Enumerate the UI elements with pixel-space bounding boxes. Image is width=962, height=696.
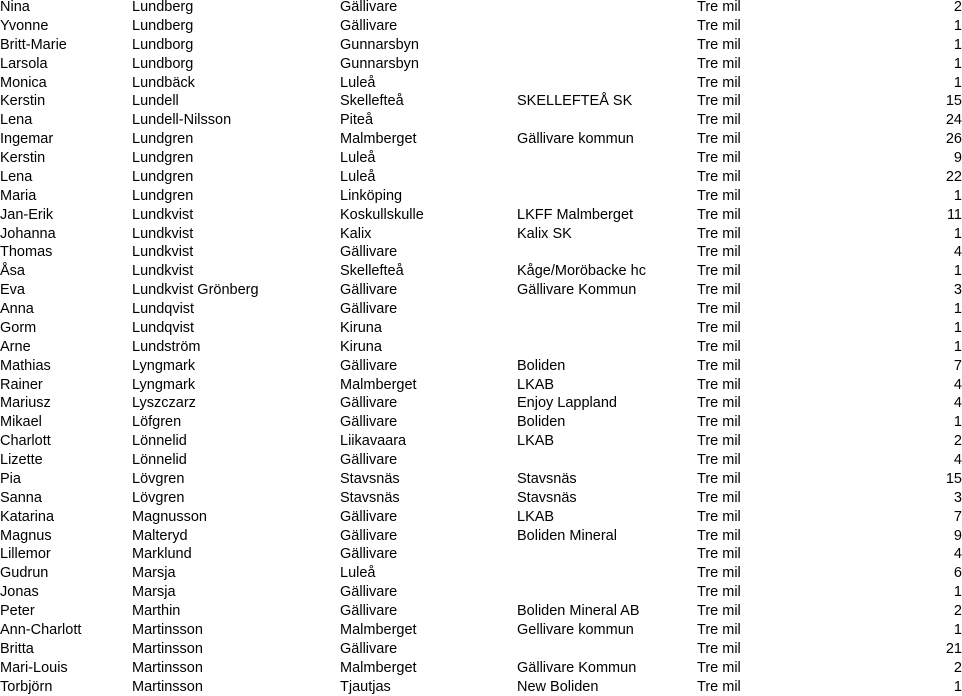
last-name-cell: Lyngmark [132, 376, 340, 395]
table-row [0, 640, 962, 659]
club-cell: Kalix SK [517, 225, 697, 244]
table-row [0, 527, 962, 546]
last-name-cell: Lundgren [132, 149, 340, 168]
race-cell: Tre mil [697, 451, 852, 470]
first-name-cell: Kerstin [0, 149, 132, 168]
count-cell: 11 [852, 206, 962, 225]
count-cell: 1 [852, 55, 962, 74]
first-name-cell: Nina [0, 0, 132, 17]
club-cell [517, 168, 697, 187]
race-cell: Tre mil [697, 678, 852, 696]
count-cell: 2 [852, 659, 962, 678]
first-name-cell: Gudrun [0, 564, 132, 583]
table-row [0, 489, 962, 508]
first-name-cell: Magnus [0, 527, 132, 546]
last-name-cell: Lundell [132, 92, 340, 111]
city-cell: Gällivare [340, 413, 517, 432]
count-cell: 1 [852, 187, 962, 206]
table-row [0, 564, 962, 583]
table-row [0, 300, 962, 319]
club-cell: Boliden Mineral AB [517, 602, 697, 621]
city-cell: Linköping [340, 187, 517, 206]
table-row [0, 376, 962, 395]
count-cell: 1 [852, 225, 962, 244]
race-cell: Tre mil [697, 545, 852, 564]
first-name-cell: Torbjörn [0, 678, 132, 696]
last-name-cell: Marthin [132, 602, 340, 621]
count-cell: 4 [852, 243, 962, 262]
table-row [0, 17, 962, 36]
race-cell: Tre mil [697, 36, 852, 55]
club-cell [517, 319, 697, 338]
table-row [0, 168, 962, 187]
club-cell: Boliden Mineral [517, 527, 697, 546]
last-name-cell: Lundborg [132, 36, 340, 55]
last-name-cell: Martinsson [132, 678, 340, 696]
city-cell: Skellefteå [340, 262, 517, 281]
last-name-cell: Martinsson [132, 621, 340, 640]
first-name-cell: Ann-Charlott [0, 621, 132, 640]
city-cell: Gällivare [340, 508, 517, 527]
city-cell: Skellefteå [340, 92, 517, 111]
first-name-cell: Ingemar [0, 130, 132, 149]
last-name-cell: Lundell-Nilsson [132, 111, 340, 130]
last-name-cell: Lundbäck [132, 74, 340, 93]
club-cell [517, 17, 697, 36]
race-cell: Tre mil [697, 640, 852, 659]
count-cell: 1 [852, 319, 962, 338]
race-cell: Tre mil [697, 432, 852, 451]
club-cell: New Boliden [517, 678, 697, 696]
table-row [0, 36, 962, 55]
club-cell: Gällivare Kommun [517, 659, 697, 678]
table-row [0, 281, 962, 300]
city-cell: Gällivare [340, 545, 517, 564]
table-row [0, 0, 962, 17]
race-cell: Tre mil [697, 527, 852, 546]
last-name-cell: Martinsson [132, 659, 340, 678]
table-row [0, 602, 962, 621]
race-cell: Tre mil [697, 130, 852, 149]
city-cell: Gällivare [340, 281, 517, 300]
first-name-cell: Mari-Louis [0, 659, 132, 678]
count-cell: 1 [852, 338, 962, 357]
last-name-cell: Lönnelid [132, 432, 340, 451]
first-name-cell: Rainer [0, 376, 132, 395]
race-cell: Tre mil [697, 243, 852, 262]
club-cell: Gällivare Kommun [517, 281, 697, 300]
table-row [0, 187, 962, 206]
count-cell: 4 [852, 376, 962, 395]
race-cell: Tre mil [697, 319, 852, 338]
first-name-cell: Åsa [0, 262, 132, 281]
table-row [0, 357, 962, 376]
club-cell: LKFF Malmberget [517, 206, 697, 225]
club-cell [517, 545, 697, 564]
count-cell: 1 [852, 621, 962, 640]
race-cell: Tre mil [697, 357, 852, 376]
count-cell: 3 [852, 281, 962, 300]
city-cell: Malmberget [340, 130, 517, 149]
count-cell: 2 [852, 602, 962, 621]
city-cell: Malmberget [340, 376, 517, 395]
race-cell: Tre mil [697, 489, 852, 508]
last-name-cell: Löfgren [132, 413, 340, 432]
race-cell: Tre mil [697, 621, 852, 640]
club-cell: Boliden [517, 413, 697, 432]
club-cell [517, 338, 697, 357]
count-cell: 1 [852, 17, 962, 36]
city-cell: Luleå [340, 149, 517, 168]
last-name-cell: Malteryd [132, 527, 340, 546]
table-row [0, 206, 962, 225]
count-cell: 4 [852, 451, 962, 470]
table-row [0, 394, 962, 413]
club-cell [517, 640, 697, 659]
city-cell: Stavsnäs [340, 470, 517, 489]
club-cell [517, 564, 697, 583]
club-cell: LKAB [517, 432, 697, 451]
city-cell: Gällivare [340, 394, 517, 413]
table-row [0, 545, 962, 564]
club-cell: SKELLEFTEÅ SK [517, 92, 697, 111]
club-cell: Boliden [517, 357, 697, 376]
race-cell: Tre mil [697, 281, 852, 300]
first-name-cell: Eva [0, 281, 132, 300]
club-cell [517, 300, 697, 319]
last-name-cell: Lundkvist [132, 225, 340, 244]
table-row [0, 262, 962, 281]
club-cell: Stavsnäs [517, 489, 697, 508]
first-name-cell: Mikael [0, 413, 132, 432]
table-row [0, 319, 962, 338]
club-cell: Enjoy Lappland [517, 394, 697, 413]
first-name-cell: Britta [0, 640, 132, 659]
count-cell: 21 [852, 640, 962, 659]
first-name-cell: Charlott [0, 432, 132, 451]
last-name-cell: Lyszczarz [132, 394, 340, 413]
first-name-cell: Lena [0, 168, 132, 187]
city-cell: Gällivare [340, 357, 517, 376]
first-name-cell: Peter [0, 602, 132, 621]
table-row [0, 55, 962, 74]
city-cell: Stavsnäs [340, 489, 517, 508]
city-cell: Gällivare [340, 602, 517, 621]
race-cell: Tre mil [697, 225, 852, 244]
last-name-cell: Lövgren [132, 470, 340, 489]
last-name-cell: Lundborg [132, 55, 340, 74]
club-cell [517, 36, 697, 55]
club-cell [517, 111, 697, 130]
last-name-cell: Lundberg [132, 17, 340, 36]
first-name-cell: Britt-Marie [0, 36, 132, 55]
city-cell: Gunnarsbyn [340, 36, 517, 55]
city-cell: Liikavaara [340, 432, 517, 451]
race-cell: Tre mil [697, 413, 852, 432]
race-cell: Tre mil [697, 338, 852, 357]
first-name-cell: Lillemor [0, 545, 132, 564]
first-name-cell: Thomas [0, 243, 132, 262]
first-name-cell: Katarina [0, 508, 132, 527]
first-name-cell: Lizette [0, 451, 132, 470]
city-cell: Tjautjas [340, 678, 517, 696]
city-cell: Kalix [340, 225, 517, 244]
city-cell: Gunnarsbyn [340, 55, 517, 74]
count-cell: 2 [852, 432, 962, 451]
first-name-cell: Mariusz [0, 394, 132, 413]
city-cell: Gällivare [340, 300, 517, 319]
first-name-cell: Maria [0, 187, 132, 206]
first-name-cell: Arne [0, 338, 132, 357]
first-name-cell: Mathias [0, 357, 132, 376]
last-name-cell: Lyngmark [132, 357, 340, 376]
city-cell: Malmberget [340, 621, 517, 640]
first-name-cell: Yvonne [0, 17, 132, 36]
first-name-cell: Larsola [0, 55, 132, 74]
race-cell: Tre mil [697, 564, 852, 583]
table-row [0, 74, 962, 93]
count-cell: 1 [852, 300, 962, 319]
table-row [0, 130, 962, 149]
city-cell: Koskullskulle [340, 206, 517, 225]
club-cell [517, 451, 697, 470]
club-cell: Gällivare kommun [517, 130, 697, 149]
table-row [0, 621, 962, 640]
last-name-cell: Lundström [132, 338, 340, 357]
race-cell: Tre mil [697, 74, 852, 93]
city-cell: Gällivare [340, 640, 517, 659]
last-name-cell: Lundgren [132, 130, 340, 149]
last-name-cell: Lundberg [132, 0, 340, 17]
table-row [0, 225, 962, 244]
race-cell: Tre mil [697, 300, 852, 319]
city-cell: Luleå [340, 168, 517, 187]
count-cell: 3 [852, 489, 962, 508]
race-cell: Tre mil [697, 262, 852, 281]
table-row [0, 338, 962, 357]
race-cell: Tre mil [697, 0, 852, 17]
first-name-cell: Anna [0, 300, 132, 319]
last-name-cell: Lundkvist [132, 243, 340, 262]
table-row [0, 678, 962, 696]
race-cell: Tre mil [697, 187, 852, 206]
count-cell: 1 [852, 583, 962, 602]
table-row [0, 413, 962, 432]
count-cell: 15 [852, 470, 962, 489]
city-cell: Gällivare [340, 0, 517, 17]
last-name-cell: Marklund [132, 545, 340, 564]
table-row [0, 92, 962, 111]
city-cell: Gällivare [340, 451, 517, 470]
city-cell: Piteå [340, 111, 517, 130]
last-name-cell: Lundqvist [132, 300, 340, 319]
count-cell: 2 [852, 0, 962, 17]
race-cell: Tre mil [697, 17, 852, 36]
last-name-cell: Lundkvist [132, 262, 340, 281]
first-name-cell: Jan-Erik [0, 206, 132, 225]
first-name-cell: Gorm [0, 319, 132, 338]
club-cell: Stavsnäs [517, 470, 697, 489]
last-name-cell: Marsja [132, 564, 340, 583]
last-name-cell: Lundgren [132, 187, 340, 206]
first-name-cell: Sanna [0, 489, 132, 508]
club-cell [517, 74, 697, 93]
club-cell: Kåge/Moröbacke hc [517, 262, 697, 281]
club-cell [517, 55, 697, 74]
club-cell: Gellivare kommun [517, 621, 697, 640]
city-cell: Gällivare [340, 583, 517, 602]
count-cell: 1 [852, 413, 962, 432]
race-cell: Tre mil [697, 149, 852, 168]
last-name-cell: Lönnelid [132, 451, 340, 470]
club-cell [517, 0, 697, 17]
first-name-cell: Kerstin [0, 92, 132, 111]
table-row [0, 149, 962, 168]
race-cell: Tre mil [697, 583, 852, 602]
race-cell: Tre mil [697, 376, 852, 395]
last-name-cell: Magnusson [132, 508, 340, 527]
club-cell [517, 243, 697, 262]
race-cell: Tre mil [697, 394, 852, 413]
race-cell: Tre mil [697, 659, 852, 678]
count-cell: 15 [852, 92, 962, 111]
race-cell: Tre mil [697, 92, 852, 111]
first-name-cell: Lena [0, 111, 132, 130]
city-cell: Malmberget [340, 659, 517, 678]
city-cell: Gällivare [340, 17, 517, 36]
table-row [0, 470, 962, 489]
first-name-cell: Johanna [0, 225, 132, 244]
city-cell: Gällivare [340, 243, 517, 262]
last-name-cell: Martinsson [132, 640, 340, 659]
race-cell: Tre mil [697, 470, 852, 489]
race-cell: Tre mil [697, 508, 852, 527]
race-cell: Tre mil [697, 55, 852, 74]
last-name-cell: Lundqvist [132, 319, 340, 338]
last-name-cell: Lundgren [132, 168, 340, 187]
race-cell: Tre mil [697, 168, 852, 187]
count-cell: 7 [852, 508, 962, 527]
count-cell: 1 [852, 678, 962, 696]
club-cell [517, 583, 697, 602]
race-cell: Tre mil [697, 602, 852, 621]
last-name-cell: Lundkvist Grönberg [132, 281, 340, 300]
city-cell: Luleå [340, 564, 517, 583]
last-name-cell: Marsja [132, 583, 340, 602]
table-row [0, 111, 962, 130]
table-row [0, 659, 962, 678]
count-cell: 1 [852, 262, 962, 281]
city-cell: Kiruna [340, 338, 517, 357]
count-cell: 9 [852, 527, 962, 546]
last-name-cell: Lövgren [132, 489, 340, 508]
count-cell: 26 [852, 130, 962, 149]
count-cell: 6 [852, 564, 962, 583]
count-cell: 7 [852, 357, 962, 376]
race-cell: Tre mil [697, 206, 852, 225]
table-row [0, 508, 962, 527]
table-row [0, 432, 962, 451]
table-row [0, 243, 962, 262]
first-name-cell: Jonas [0, 583, 132, 602]
city-cell: Gällivare [340, 527, 517, 546]
city-cell: Kiruna [340, 319, 517, 338]
count-cell: 4 [852, 545, 962, 564]
count-cell: 22 [852, 168, 962, 187]
last-name-cell: Lundkvist [132, 206, 340, 225]
race-cell: Tre mil [697, 111, 852, 130]
first-name-cell: Monica [0, 74, 132, 93]
club-cell [517, 187, 697, 206]
club-cell [517, 149, 697, 168]
city-cell: Luleå [340, 74, 517, 93]
count-cell: 9 [852, 149, 962, 168]
table-row [0, 451, 962, 470]
count-cell: 1 [852, 36, 962, 55]
count-cell: 4 [852, 394, 962, 413]
count-cell: 1 [852, 74, 962, 93]
first-name-cell: Pia [0, 470, 132, 489]
club-cell: LKAB [517, 376, 697, 395]
club-cell: LKAB [517, 508, 697, 527]
count-cell: 24 [852, 111, 962, 130]
table-row [0, 583, 962, 602]
